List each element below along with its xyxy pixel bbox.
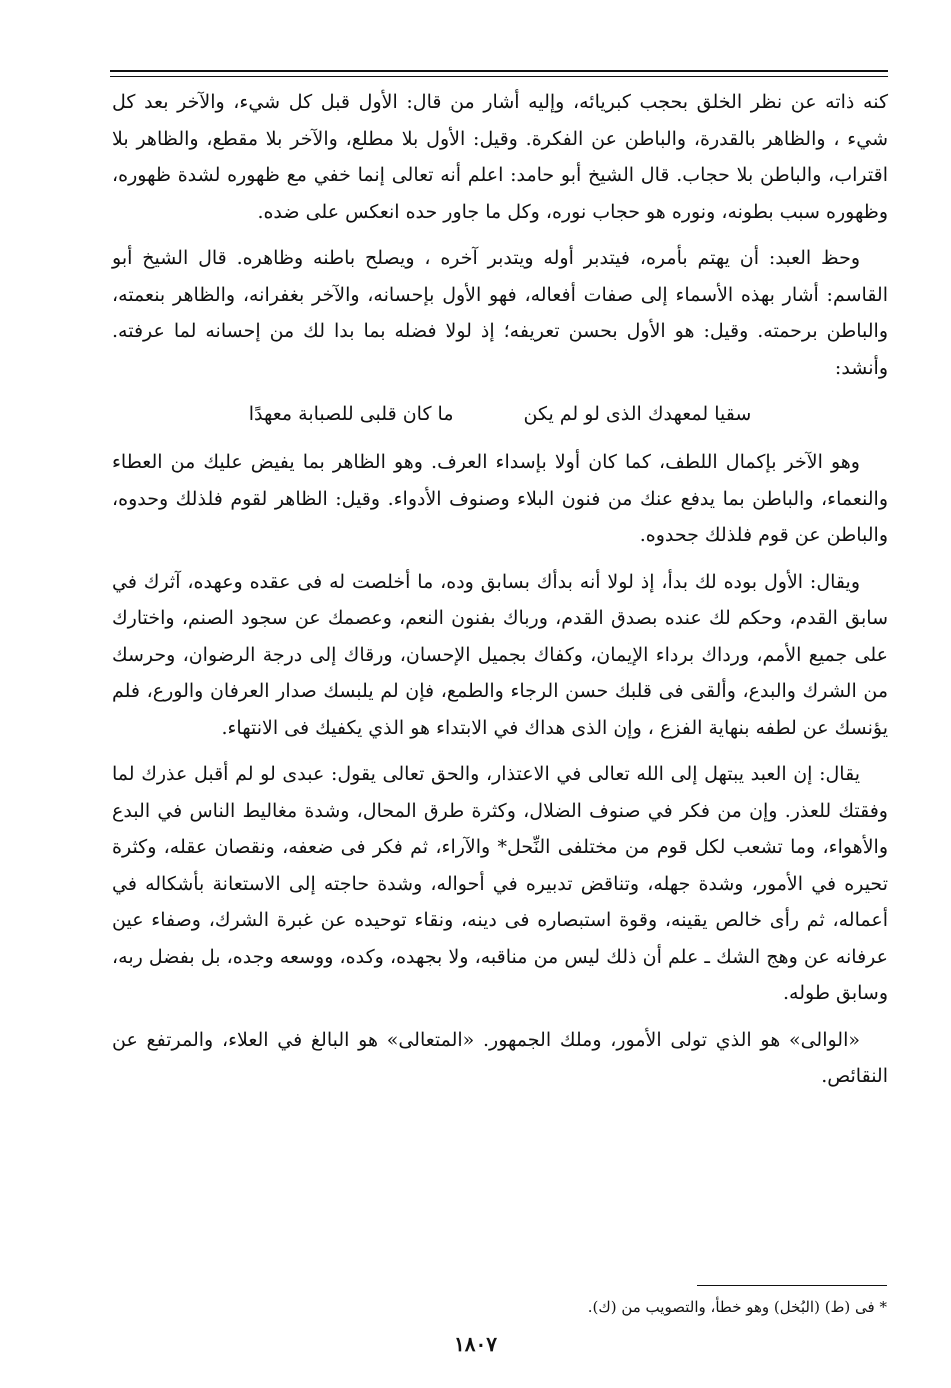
verse-hemistich-2: ما كان قلبى للصبابة معهدًا bbox=[248, 403, 454, 425]
page-number: ١٨٠٧ bbox=[454, 1332, 497, 1356]
header-rule-thin bbox=[110, 76, 888, 77]
paragraph-4: ويقال: الأول بوده لك بدأ، إذ لولا أنه بدأك بسابق وده، ما أخلصت له فى عقده وعهده، آثرك في سابق القدم، وحكم لك عنده بصدق القدم، ورباك بفنون النعم، وعصمك عن سجود الصنم، واختارك على جميع الأمم، ورداك برداء الإيمان، وكفاك بجميل الإحسان، ورقاك إلى درجة الرضوان، وحرسك من الشرك والبدع، وألقى فى قلبك حسن الرجاء والطمع، فإن لم يلبسك صدار العرفان والورع، فلم يؤنسك عن لطفه بنهاية الفزع ، وإن الذى هداك في الابتداء هو الذي يكفيك فى الانتهاء. bbox=[112, 570, 888, 739]
paragraph-3: وهو الآخر بإكمال اللطف، كما كان أولا بإسداء العرف. وهو الظاهر بما يفيض عليك من العطاء والنعماء، والباطن بما يدفع عنك من فنون البلاء وصنوف الأدواء. وقيل: الظاهر لقوم فلذلك وحدوه، والباطن عن قوم فلذلك جحدوه. bbox=[112, 451, 888, 546]
paragraph-6: «الوالى» هو الذي تولى الأمور، وملك الجمهور. «المتعالى» هو البالغ في العلاء، والمرتفع عن النقائص. bbox=[112, 1028, 888, 1087]
paragraph-2: وحظ العبد: أن يهتم بأمره، فيتدبر أوله ويتدبر آخره ، ويصلح باطنه وظاهره. قال الشيخ أبو القاسم: أشار بهذه الأسماء إلى صفات أفعاله، فهو الأول بإحسانه، والآخر بغفرانه، والظاهر بنعمته، والباطن برحمته. وقيل: هو الأول بحسن تعريفه؛ إذ لولا فضله بما بدا لك من إحسانه لما عرفته. وأنشد: bbox=[112, 247, 888, 379]
paragraph-1: كنه ذاته عن نظر الخلق بحجب كبريائه، وإليه أشار من قال: الأول قبل كل شيء، والآخر بعد كل شيء ، والظاهر بالقدرة، والباطن عن الفكرة. وقيل: الأول بلا مطلع، والآخر بلا مقطع، والظاهر بلا اقتراب، والباطن بلا حجاب. قال الشيخ أبو حامد: اعلم أنه تعالى إنما خفي مع ظهوره لشدة ظهوره، وظهوره سبب بطونه، ونوره هو حجاب نوره، وكل ما جاور حده انعكس على ضده. bbox=[112, 91, 888, 223]
footnote: * فى (ط) (البُخل) وهو خطأ، والتصويب من (ك). bbox=[587, 1298, 887, 1316]
footnote-rule bbox=[697, 1285, 887, 1286]
header-rule-thick bbox=[110, 70, 888, 72]
poetry-verse bbox=[112, 396, 888, 432]
body-text bbox=[112, 84, 888, 1105]
paragraph-5: يقال: إن العبد يبتهل إلى الله تعالى في الاعتذار، والحق تعالى يقول: عبدى لو لم أقبل عذرك لما وفقتك للعذر. وإن من فكر في صنوف الضلال، وكثرة طرق المحال، وشدة مغاليط الناس في البدع والأهواء، وما تشعب لكل قوم من مختلفى النِّحل* والآراء، ثم فكر فى ضعفه، ونقصان عقله، وكثرة تحيره في الأمور، وشدة جهله، وتناقض تدبيره في أحواله، وشدة حاجته إلى الاستعانة بأشكاله في أعماله، ثم رأى خالص يقينه، وقوة استبصاره فى دينه، ونقاء توحيده عن غبرة الشرك، وصفاء عين عرفانه عن وهج الشك ـ علم أن ذلك ليس من مناقبه، ولا بجهده، وكده، ووسعه وجده، بل بفضل ربه، وسابق طوله. bbox=[112, 763, 888, 1004]
verse-hemistich-1: سقيا لمعهدك الذى لو لم يكن bbox=[523, 403, 752, 425]
